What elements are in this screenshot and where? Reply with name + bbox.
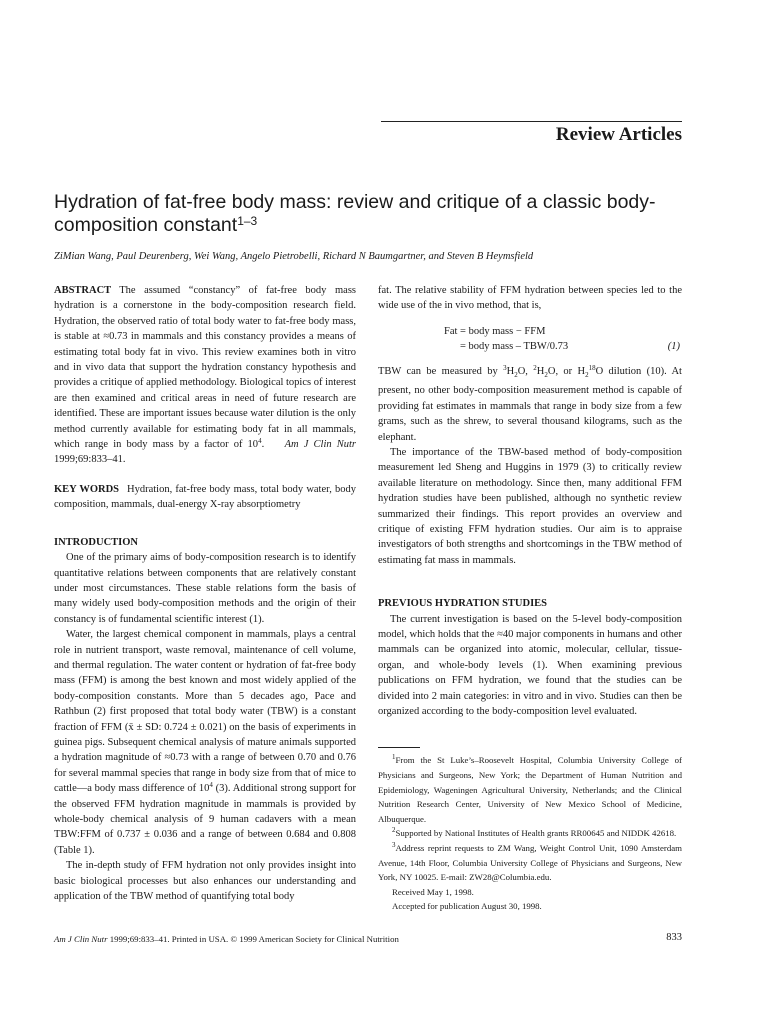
introduction-paragraph-2 <box>54 627 356 858</box>
tbw-text: TBW can be measured by <box>378 365 504 377</box>
footer-citation <box>54 934 399 944</box>
title-footnote-marks: 1–3 <box>237 214 258 228</box>
footnote-2-text: Supported by National Institutes of Health grants RR00645 and NIDDK 42618. <box>395 828 677 839</box>
footnotes <box>378 747 682 914</box>
intro-p2-text-end: (3). Additional strong support for the observed FFM hydration magnitude in mammals is provided by whole-body chemical analysis of 9 human cadavers with a mean TBW:FFM of 0.737 ± 0.036 and a range of between 0.684 and 0.808 (Table 1). <box>54 783 356 856</box>
importance-paragraph: The importance of the TBW-based method of body-composition measurement led Sheng and Huggins in 1979 (3) to critically review available literature on methodology. Since then, many additional FFM hydration studies have been published, although no synthetic review summarized their findings. This report provides an overview and critique of existing FFM hydration studies. Our aim is to appraise investigators of both strengths and shortcomings in the TBW method of estimating fat mass in mammals. <box>378 446 682 566</box>
abstract-text-end: . <box>261 439 265 451</box>
intro-p2-text: Water, the largest chemical component in mammals, plays a central role in nutrient transport, waste removal, maintenance of cell volume, and thermal regulation. The water content or hydration of fat-free body mass (FFM) is among the best known and most widely applied of the body-composition constants. More than 5 decades ago, Pace and Rathbun (2) first proposed that total body water (TBW) is a constant fraction of FFM (x̄ ± SD: 0.724 ± 0.021) on the basis of experiments in guinea pigs. Subsequent chemical analysis of mature animals supported a hydration magnitude of ≈0.73 with a range of between 0.70 and 0.76 for several mammal species that range in body size from that of mice to cattle—a body mass difference of 10 <box>54 629 356 795</box>
footnote-1 <box>378 753 682 826</box>
section-header: Review Articles <box>555 124 682 145</box>
tbw-h: H <box>506 365 515 377</box>
title-text: Hydration of fat-free body mass: review and critique of a classic body-composition constant <box>54 191 656 236</box>
abstract-citation: 1999;69:833–41. <box>54 454 126 466</box>
footnote-3 <box>378 841 682 885</box>
footnote-3-text: Address reprint requests to ZM Wang, Weight Control Unit, 1090 Amsterdam Avenue, 14th Floor, Columbia University College of Physicians and Surgeons, New York, NY 10025. E-mail: ZW28@Columbia.edu. <box>378 843 682 883</box>
introduction-paragraph-3: The in-depth study of FFM hydration not only provides insight into basic biological processes but also enhances our understanding and application of the TBW method of quantifying total body <box>54 860 356 903</box>
tbw-text-end: O dilution (10). At present, no other body-composition measurement method is capable of providing fat estimates in mammals that range in body size from a few grams, such as the shrew, to several thousand kilograms, such as the elephant. <box>378 365 682 443</box>
left-column <box>54 283 356 904</box>
previous-studies-heading: PREVIOUS HYDRATION STUDIES <box>378 598 548 610</box>
footnote-2-number: 2 <box>392 826 396 835</box>
keywords <box>54 482 356 513</box>
isotope-tritium: 3 <box>503 363 507 372</box>
abstract <box>54 283 356 468</box>
continued-paragraph: fat. The relative stability of FFM hydration between species led to the wide use of the in vivo method, that is, <box>378 285 682 312</box>
section-rule <box>381 121 682 122</box>
previous-studies-paragraph: The current investigation is based on the 5-level body-composition model, which holds that the ≈40 major components in humans and other mammals can be organized into atomic, molecular, cellular, tissue-organ, and whole-body levels (1). When examining previous publications on FFM hydration, we found that the studies can be divided into 2 main categories: in vitro and in vivo. Studies can then be organized according to the body-composition level evaluated. <box>378 613 682 718</box>
right-column <box>378 283 682 914</box>
equation-line-2: = body mass – TBW/0.73 <box>460 340 569 352</box>
footer-citation-text: 1999;69:833–41. Printed in USA. © 1999 American Society for Clinical Nutrition <box>107 934 399 944</box>
author-list: ZiMian Wang, Paul Deurenberg, Wei Wang, Angelo Pietrobelli, Richard N Baumgartner, and Steven B Heymsfield <box>54 251 534 262</box>
keywords-label: KEY WORDS <box>54 483 120 495</box>
received-date: Received May 1, 1998. <box>392 886 474 897</box>
page-number: 833 <box>666 932 682 943</box>
tbw-mid: O, <box>517 365 534 377</box>
footnote-rule <box>378 747 420 748</box>
isotope-deuterium: 2 <box>533 363 537 372</box>
abstract-journal: Am J Clin Nutr <box>284 439 356 451</box>
equation-1 <box>378 324 682 354</box>
introduction-heading: INTRODUCTION <box>54 536 139 548</box>
keywords-text: Hydration, fat-free body mass, total body water, body composition, mammals, dual-energy X-ray absorptiometry <box>54 483 356 511</box>
footer-journal: Am J Clin Nutr <box>54 934 108 944</box>
equation-number: (1) <box>667 340 680 352</box>
article-title <box>54 191 694 237</box>
tbw-h2: H <box>536 365 545 377</box>
tbw-subscript: 2 <box>585 370 589 379</box>
footnote-3-number: 3 <box>392 841 396 849</box>
footnote-1-text: From the St Luke’s–Roosevelt Hospital, Columbia University College of Physicians and Surgeons, New York; the Department of Human Nutrition and Epidemiology, Wageningen Agricultural University, Netherlands; and the Clinical Nutrition Research Center, University of New Mexico School of Medicine, Albuquerque. <box>378 755 682 824</box>
tbw-paragraph: TBW can be measured by $^3H_2O$, $^2H_2O$, or $H_2^{18}O$ dilution (10). At present, no other body-composition measurement method is capable of providing fat estimates in mammals that range in body size from a few grams, such as the shrew, to several thousand kilograms, such as the elephant. <box>378 363 682 443</box>
abstract-label: ABSTRACT <box>54 285 112 296</box>
equation-line-1: Fat = body mass − FFM <box>444 325 546 337</box>
abstract-text: The assumed “constancy” of fat-free body mass hydration is a cornerstone in the body-composition research field. Hydration, the observed ratio of total body water to fat-free body mass, is stable at ≈0.73 in mammals and this constancy provides a means of estimating total body fat in vivo. This review examines both in vitro and in vivo data that support the hydration constancy hypothesis and provides a critique of applied methodology. Biological topics of interest are then examined and critical areas in need of future research are identified. These are important issues because water dilution is the only method currently available for estimating body fat in all mammals, which range in body mass by a factor of 10 <box>54 285 356 451</box>
intro-p2-exponent: 4 <box>209 781 213 790</box>
introduction-paragraph-1: One of the primary aims of body-composition research is to identify quantitative relations between components that are relatively constant under most circumstances. These stable relations form the basis of many widely used body-composition methods and the origin of their constancy is of fundamental scientific interest (1). <box>54 552 356 625</box>
accepted-date: Accepted for publication August 30, 1998. <box>392 901 542 912</box>
abstract-exponent: 4 <box>258 437 262 446</box>
isotope-oxygen-18: 18 <box>588 363 596 372</box>
tbw-mid2: O, or H <box>547 365 586 377</box>
footnote-1-number: 1 <box>392 753 396 762</box>
footnote-2 <box>378 826 682 841</box>
